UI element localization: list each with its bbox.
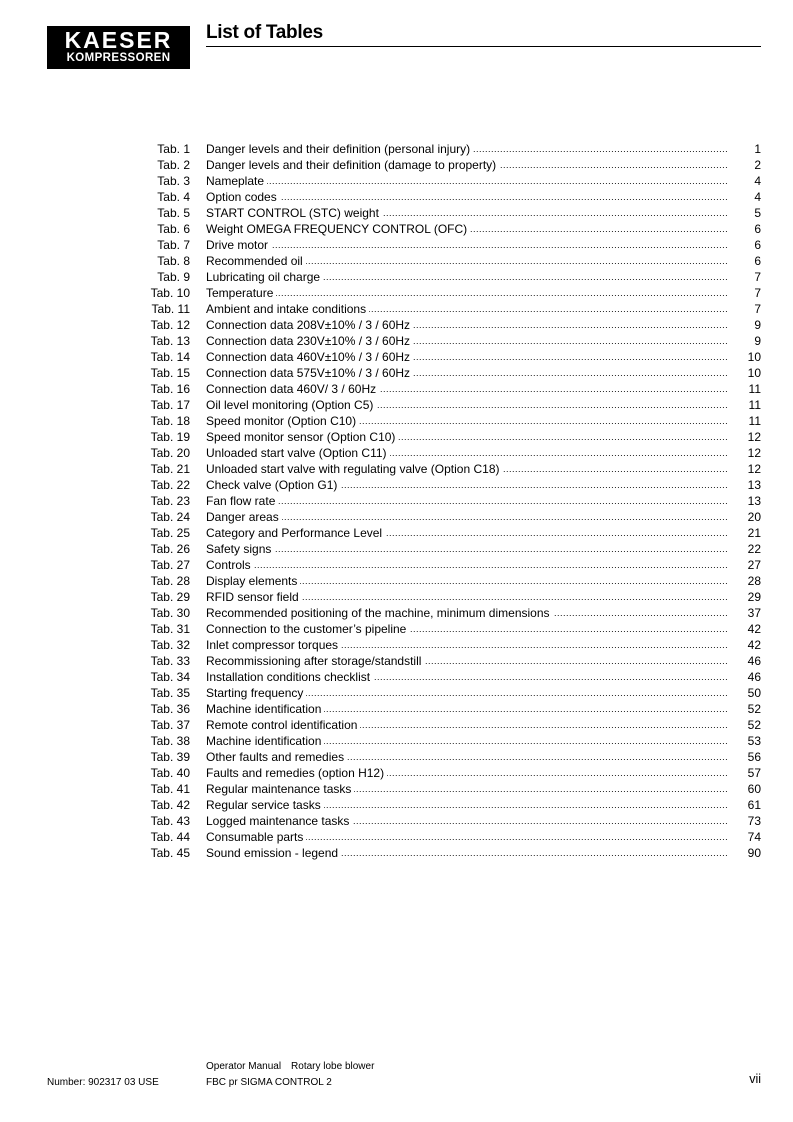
toc-page-number: 4	[754, 190, 761, 204]
toc-title-with-leader	[206, 797, 728, 813]
toc-table-title: Connection data 208V±10% / 3 / 60Hz	[206, 318, 413, 332]
toc-table-number: Tab. 14	[150, 350, 190, 364]
toc-page-number: 28	[747, 574, 761, 588]
toc-page-number: 74	[747, 830, 761, 844]
toc-table-title: Unloaded start valve (Option C11)	[206, 446, 390, 460]
toc-table-title: Connection to the customer’s pipeline	[206, 622, 409, 636]
toc-table-number: Tab. 25	[150, 526, 190, 540]
toc-table-number: Tab. 44	[150, 830, 190, 844]
toc-entry[interactable]	[0, 237, 793, 253]
toc-title-with-leader	[206, 333, 728, 349]
toc-page-number: 1	[754, 142, 761, 156]
toc-table-number: Tab. 40	[150, 766, 190, 780]
toc-page-number: 29	[747, 590, 761, 604]
toc-table-title: Lubricating oil charge	[206, 270, 323, 284]
toc-table-number: Tab. 19	[150, 430, 190, 444]
toc-page-number: 46	[747, 670, 761, 684]
toc-table-number: Tab. 41	[150, 782, 190, 796]
toc-page-number: 42	[747, 638, 761, 652]
kaeser-logo	[47, 26, 190, 69]
toc-entry[interactable]	[0, 413, 793, 429]
toc-page-number: 7	[754, 270, 761, 284]
toc-entry[interactable]	[0, 797, 793, 813]
toc-entry[interactable]	[0, 621, 793, 637]
toc-table-title: Consumable parts	[206, 830, 306, 844]
toc-entry[interactable]	[0, 205, 793, 221]
toc-entry[interactable]	[0, 333, 793, 349]
toc-entry[interactable]	[0, 637, 793, 653]
toc-table-title: RFID sensor field	[206, 590, 302, 604]
toc-table-title: Faults and remedies (option H12)	[206, 766, 387, 780]
logo-sub-text: KOMPRESSOREN	[66, 52, 171, 64]
toc-title-with-leader	[206, 429, 728, 445]
toc-table-title: Controls	[206, 558, 254, 572]
toc-title-with-leader	[206, 381, 728, 397]
toc-table-title: Danger areas	[206, 510, 282, 524]
toc-title-with-leader	[206, 157, 728, 173]
toc-table-number: Tab. 23	[150, 494, 190, 508]
toc-page-number: 52	[747, 702, 761, 716]
toc-entry[interactable]	[0, 477, 793, 493]
toc-table-number: Tab. 12	[150, 318, 190, 332]
toc-table-number: Tab. 38	[150, 734, 190, 748]
toc-title-with-leader	[206, 253, 728, 269]
toc-table-number: Tab. 36	[150, 702, 190, 716]
toc-table-number: Tab. 31	[150, 622, 190, 636]
footer-product: Rotary lobe blower	[291, 1061, 375, 1072]
toc-title-with-leader	[206, 461, 728, 477]
toc-entry[interactable]	[0, 669, 793, 685]
toc-table-number: Tab. 6	[157, 222, 190, 236]
toc-table-number: Tab. 30	[150, 606, 190, 620]
toc-title-with-leader	[206, 189, 728, 205]
toc-title-with-leader	[206, 493, 728, 509]
toc-table-title: Connection data 575V±10% / 3 / 60Hz	[206, 366, 413, 380]
toc-entry[interactable]	[0, 653, 793, 669]
toc-title-with-leader	[206, 573, 728, 589]
toc-table-title: Temperature	[206, 286, 276, 300]
toc-table-title: Recommended positioning of the machine, minimum dimensions	[206, 606, 553, 620]
toc-entry[interactable]	[0, 733, 793, 749]
toc-entry[interactable]	[0, 173, 793, 189]
toc-table-number: Tab. 42	[150, 798, 190, 812]
toc-page-number: 27	[747, 558, 761, 572]
toc-page-number: 9	[754, 334, 761, 348]
toc-title-with-leader	[206, 781, 728, 797]
toc-table-number: Tab. 39	[150, 750, 190, 764]
toc-entry[interactable]	[0, 285, 793, 301]
toc-page-number: 6	[754, 254, 761, 268]
toc-table-title: Connection data 230V±10% / 3 / 60Hz	[206, 334, 413, 348]
toc-table-number: Tab. 32	[150, 638, 190, 652]
toc-entry[interactable]	[0, 429, 793, 445]
toc-entry[interactable]	[0, 301, 793, 317]
toc-page-number: 11	[748, 414, 761, 428]
toc-entry[interactable]	[0, 845, 793, 861]
toc-entry[interactable]	[0, 701, 793, 717]
toc-table-number: Tab. 28	[150, 574, 190, 588]
toc-entry[interactable]	[0, 365, 793, 381]
toc-table-title: Ambient and intake conditions	[206, 302, 369, 316]
toc-table-number: Tab. 8	[157, 254, 190, 268]
toc-page-number: 73	[747, 814, 761, 828]
toc-title-with-leader	[206, 557, 728, 573]
toc-page-number: 53	[747, 734, 761, 748]
toc-title-with-leader	[206, 285, 728, 301]
toc-table-title: Speed monitor (Option C10)	[206, 414, 359, 428]
toc-title-with-leader	[206, 349, 728, 365]
toc-title-with-leader	[206, 205, 728, 221]
toc-page-number: 21	[747, 526, 761, 540]
toc-page-number: 11	[748, 382, 761, 396]
toc-table-number: Tab. 16	[150, 382, 190, 396]
toc-table-title: Nameplate	[206, 174, 267, 188]
toc-page-number: 13	[747, 494, 761, 508]
toc-table-number: Tab. 1	[157, 142, 190, 156]
page-title: List of Tables	[206, 22, 323, 43]
toc-table-title: Oil level monitoring (Option C5)	[206, 398, 376, 412]
toc-table-number: Tab. 34	[150, 670, 190, 684]
toc-entry[interactable]	[0, 541, 793, 557]
toc-table-number: Tab. 18	[150, 414, 190, 428]
toc-title-with-leader	[206, 301, 728, 317]
toc-table-number: Tab. 45	[150, 846, 190, 860]
toc-page-number: 11	[748, 398, 761, 412]
toc-title-with-leader	[206, 365, 728, 381]
toc-page-number: 22	[747, 542, 761, 556]
toc-page-number: 50	[747, 686, 761, 700]
toc-entry[interactable]	[0, 397, 793, 413]
toc-title-with-leader	[206, 605, 728, 621]
toc-entry[interactable]	[0, 221, 793, 237]
toc-table-title: Drive motor	[206, 238, 271, 252]
toc-page-number: 5	[754, 206, 761, 220]
toc-table-number: Tab. 43	[150, 814, 190, 828]
toc-title-with-leader	[206, 845, 728, 861]
toc-page-number: 20	[747, 510, 761, 524]
toc-table-title: Display elements	[206, 574, 300, 588]
toc-table-title: Logged maintenance tasks	[206, 814, 352, 828]
footer-document-number: Number: 902317 03 USE	[47, 1077, 159, 1088]
toc-page-number: 52	[747, 718, 761, 732]
toc-table-title: Regular maintenance tasks	[206, 782, 354, 796]
toc-table-number: Tab. 11	[151, 302, 190, 316]
toc-title-with-leader	[206, 141, 728, 157]
toc-entry[interactable]	[0, 445, 793, 461]
toc-page-number: 6	[754, 238, 761, 252]
toc-table-title: Regular service tasks	[206, 798, 324, 812]
toc-title-with-leader	[206, 717, 728, 733]
toc-table-title: Weight OMEGA FREQUENCY CONTROL (OFC)	[206, 222, 470, 236]
toc-title-with-leader	[206, 749, 728, 765]
toc-entry[interactable]	[0, 765, 793, 781]
toc-entry[interactable]	[0, 461, 793, 477]
toc-title-with-leader	[206, 477, 728, 493]
toc-title-with-leader	[206, 653, 728, 669]
toc-title-with-leader	[206, 413, 728, 429]
toc-table-title: Fan flow rate	[206, 494, 278, 508]
toc-page-number: 7	[754, 302, 761, 316]
toc-table-number: Tab. 22	[150, 478, 190, 492]
toc-entry[interactable]	[0, 525, 793, 541]
toc-page-number: 60	[747, 782, 761, 796]
toc-title-with-leader	[206, 173, 728, 189]
toc-page-number: 4	[754, 174, 761, 188]
toc-title-with-leader	[206, 701, 728, 717]
footer-model: FBC pr SIGMA CONTROL 2	[206, 1077, 332, 1088]
logo-main-text: KAESER	[64, 27, 173, 53]
toc-title-with-leader	[206, 237, 728, 253]
toc-table-number: Tab. 3	[157, 174, 190, 188]
toc-title-with-leader	[206, 397, 728, 413]
toc-table-title: Machine identification	[206, 702, 324, 716]
toc-table-number: Tab. 29	[150, 590, 190, 604]
toc-table-title: Danger levels and their definition (personal injury)	[206, 142, 473, 156]
toc-title-with-leader	[206, 525, 728, 541]
toc-entry[interactable]	[0, 509, 793, 525]
toc-entry[interactable]	[0, 189, 793, 205]
toc-entry[interactable]	[0, 829, 793, 845]
toc-entry[interactable]	[0, 717, 793, 733]
toc-title-with-leader	[206, 733, 728, 749]
toc-table-title: Inlet compressor torques	[206, 638, 341, 652]
toc-title-with-leader	[206, 445, 728, 461]
toc-page-number: 56	[747, 750, 761, 764]
toc-table-title: Starting frequency	[206, 686, 306, 700]
toc-table-number: Tab. 13	[150, 334, 190, 348]
toc-title-with-leader	[206, 621, 728, 637]
footer-page-number: vii	[749, 1072, 761, 1086]
toc-table-number: Tab. 33	[150, 654, 190, 668]
toc-table-title: Machine identification	[206, 734, 324, 748]
toc-table-title: START CONTROL (STC) weight	[206, 206, 382, 220]
toc-entry[interactable]	[0, 813, 793, 829]
toc-table-number: Tab. 2	[157, 158, 190, 172]
toc-page-number: 42	[747, 622, 761, 636]
toc-table-number: Tab. 15	[150, 366, 190, 380]
toc-title-with-leader	[206, 221, 728, 237]
toc-table-number: Tab. 26	[150, 542, 190, 556]
toc-entry[interactable]	[0, 557, 793, 573]
toc-table-title: Recommended oil	[206, 254, 306, 268]
toc-page-number: 12	[747, 446, 761, 460]
toc-page-number: 7	[754, 286, 761, 300]
toc-table-title: Installation conditions checklist	[206, 670, 373, 684]
toc-page-number: 6	[754, 222, 761, 236]
toc-page-number: 57	[747, 766, 761, 780]
toc-table-title: Other faults and remedies	[206, 750, 347, 764]
toc-title-with-leader	[206, 829, 728, 845]
toc-table-title: Category and Performance Level	[206, 526, 385, 540]
toc-page-number: 61	[747, 798, 761, 812]
toc-table-title: Option codes	[206, 190, 280, 204]
toc-title-with-leader	[206, 541, 728, 557]
toc-table-title: Unloaded start valve with regulating valve (Option C18)	[206, 462, 502, 476]
toc-page-number: 9	[754, 318, 761, 332]
toc-table-number: Tab. 37	[150, 718, 190, 732]
toc-title-with-leader	[206, 669, 728, 685]
toc-title-with-leader	[206, 317, 728, 333]
toc-entry[interactable]	[0, 605, 793, 621]
toc-page-number: 2	[754, 158, 761, 172]
toc-table-number: Tab. 9	[157, 270, 190, 284]
toc-table-number: Tab. 24	[150, 510, 190, 524]
toc-table-number: Tab. 20	[150, 446, 190, 460]
toc-entry[interactable]	[0, 749, 793, 765]
footer-manual-line	[206, 1061, 374, 1072]
toc-title-with-leader	[206, 813, 728, 829]
toc-table-title: Danger levels and their definition (damage to property)	[206, 158, 499, 172]
toc-title-with-leader	[206, 685, 728, 701]
toc-table-title: Speed monitor sensor (Option C10)	[206, 430, 398, 444]
toc-entry[interactable]	[0, 141, 793, 157]
toc-table-number: Tab. 5	[157, 206, 190, 220]
toc-page-number: 13	[747, 478, 761, 492]
toc-table-number: Tab. 4	[157, 190, 190, 204]
toc-entry[interactable]	[0, 253, 793, 269]
toc-table-number: Tab. 10	[150, 286, 190, 300]
toc-table-number: Tab. 35	[150, 686, 190, 700]
footer-doc-type: Operator Manual	[206, 1061, 282, 1072]
toc-page-number: 37	[747, 606, 761, 620]
toc-table-number: Tab. 21	[150, 462, 190, 476]
toc-page-number: 12	[747, 430, 761, 444]
toc-table-title: Connection data 460V±10% / 3 / 60Hz	[206, 350, 413, 364]
toc-entry[interactable]	[0, 685, 793, 701]
toc-entry[interactable]	[0, 381, 793, 397]
toc-title-with-leader	[206, 765, 728, 781]
toc-table-number: Tab. 27	[150, 558, 190, 572]
toc-table-title: Recommissioning after storage/standstill	[206, 654, 424, 668]
toc-table-title: Check valve (Option G1)	[206, 478, 340, 492]
toc-title-with-leader	[206, 269, 728, 285]
toc-entry[interactable]	[0, 269, 793, 285]
toc-entry[interactable]	[0, 157, 793, 173]
toc-entry[interactable]	[0, 589, 793, 605]
toc-entry[interactable]	[0, 573, 793, 589]
toc-page-number: 10	[747, 366, 761, 380]
toc-table-title: Sound emission - legend	[206, 846, 341, 860]
toc-table-title: Remote control identification	[206, 718, 360, 732]
toc-table-number: Tab. 17	[150, 398, 190, 412]
toc-entry[interactable]	[0, 781, 793, 797]
toc-page-number: 10	[747, 350, 761, 364]
toc-table-title: Safety signs	[206, 542, 274, 556]
toc-page-number: 46	[747, 654, 761, 668]
toc-page-number: 12	[747, 462, 761, 476]
toc-title-with-leader	[206, 589, 728, 605]
toc-title-with-leader	[206, 637, 728, 653]
toc-page-number: 90	[747, 846, 761, 860]
toc-entry[interactable]	[0, 349, 793, 365]
title-rule	[206, 46, 761, 47]
list-of-tables	[0, 141, 793, 861]
toc-table-title: Connection data 460V/ 3 / 60Hz	[206, 382, 379, 396]
toc-entry[interactable]	[0, 317, 793, 333]
toc-table-number: Tab. 7	[157, 238, 190, 252]
toc-entry[interactable]	[0, 493, 793, 509]
toc-title-with-leader	[206, 509, 728, 525]
